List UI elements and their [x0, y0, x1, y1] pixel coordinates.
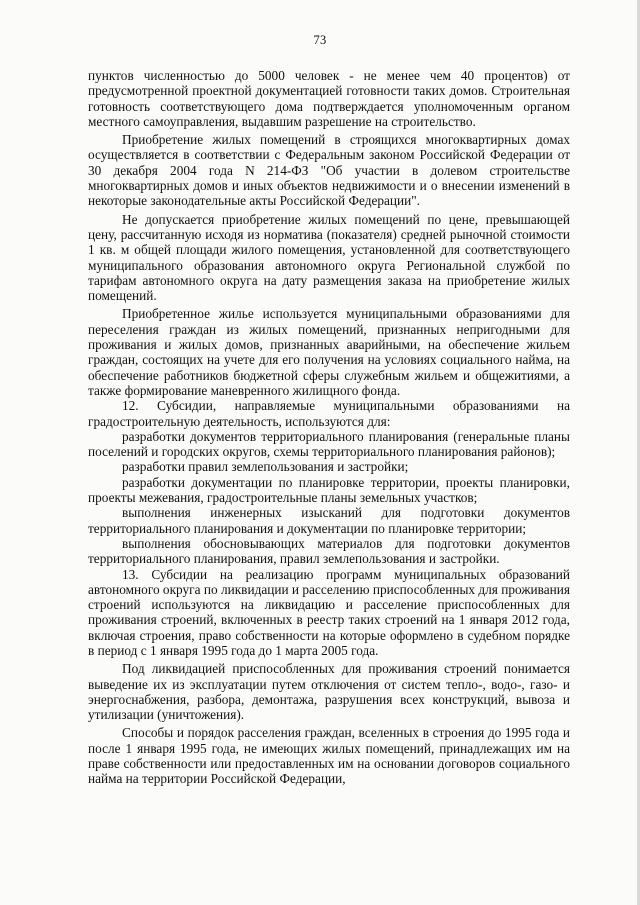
paragraph: разработки правил землепользования и застройки; [122, 459, 409, 475]
paragraph: Способы и порядок расселения граждан, вселенных в строения до 1995 года и после 1 января 1995 года, не имеющих жилых помещений, принадлежащих им на праве собственности или предоставленных им на основании договоров социального найма на территории Российской Федерации, [88, 725, 570, 787]
paragraph: Не допускается приобретение жилых помещений по цене, превышающей цену, рассчитанную исходя из норматива (показателя) средней рыночной стоимости 1 кв. м общей площади жилого помещения, установленной для соответствующего муниципального образования автономного округа Региональной службой по тарифам автономного округа на дату размещения заказа на приобретение жилых помещений. [88, 211, 570, 304]
paragraph: 13. Субсидии на реализацию программ муниципальных образований автономного округа по ликвидации и расселению приспособленных для проживания строений используются на ликвидацию и расселение приспособленных для проживания строений, включенных в реестр таких строений на 1 января 2012 года, включая строения, право собственности на которые оформлено в судебном порядке в период с 1 января 1995 года до 1 марта 2005 года. [88, 566, 570, 658]
paragraph: 12. Субсидии, направляемые муниципальными образованиями на градостроительную деятельность, используются для: [88, 398, 570, 429]
paragraph: разработки документов территориального планирования (генеральные планы поселений и городских округов, схемы территориального планирования районов); [88, 428, 570, 460]
document-body [88, 68, 570, 787]
paragraph: Приобретенное жилье используется муниципальными образованиями для переселения граждан из жилых помещений, признанных непригодными для проживания и жилых домов, признанных аварийными, на обеспечение жильем граждан, состоящих на учете для его получения на условиях социального найма, на обеспечение работников бюджетной сферы служебным жильем и общежитиями, а также формирование маневренного жилищного фонда. [88, 306, 570, 398]
paragraph: выполнения инженерных изысканий для подготовки документов территориального планирования и документации по планировке территории; [88, 505, 570, 536]
paragraph: разработки документации по планировке территории, проекты планировки, проекты межевания, градостроительные планы земельных участков; [88, 474, 570, 506]
paragraph: Под ликвидацией приспособленных для проживания строений понимается выведение их из эксплуатации путем отключения от систем тепло-, водо-, газо- и энергоснабжения, разбора, демонтажа, разрушения всех конструкций, вывоза и утилизации (уничтожения). [88, 661, 570, 723]
paragraph: Приобретение жилых помещений в строящихся многоквартирных домах осуществляется в соответствии с Федеральным законом Российской Федерации от 30 декабря 2004 года N 214-ФЗ "Об участии в долевом строительстве многоквартирных домов и иных объектов недвижимости и о внесении изменений в некоторые законодательные акты Российской Федерации". [88, 132, 570, 209]
paragraph: выполнения обосновывающих материалов для подготовки документов территориального планирования, правил землепользования и застройки. [88, 535, 570, 567]
paragraph: пунктов численностью до 5000 человек - не менее чем 40 процентов) от предусмотренной проектной документацией готовности таких домов. Строительная готовность соответствующего дома подтверждается уполномоченным органом местного самоуправления, выдавшим разрешение на строительство. [88, 68, 570, 129]
page-number: 73 [313, 33, 327, 47]
